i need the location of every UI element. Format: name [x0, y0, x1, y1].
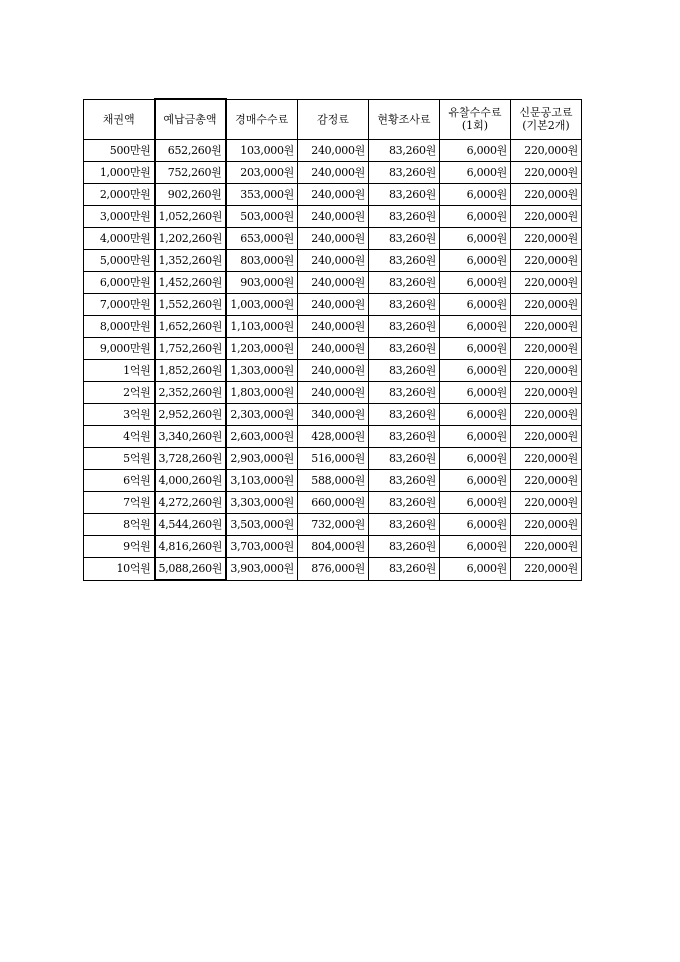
table-row	[84, 162, 582, 184]
table-row	[84, 470, 582, 492]
newspaper-fee-cell: 220,000원	[511, 382, 582, 404]
appraisal-fee-cell: 240,000원	[298, 382, 369, 404]
appraisal-fee-cell: 240,000원	[298, 250, 369, 272]
auction-fee-cell: 3,703,000원	[226, 536, 298, 558]
newspaper-fee-cell: 220,000원	[511, 162, 582, 184]
total-deposit-cell: 4,272,260원	[155, 492, 226, 514]
survey-fee-cell: 83,260원	[369, 382, 440, 404]
total-deposit-cell: 4,544,260원	[155, 514, 226, 536]
table-body	[84, 140, 582, 581]
auction-fee-cell: 3,903,000원	[226, 558, 298, 581]
table-row	[84, 250, 582, 272]
newspaper-fee-cell: 220,000원	[511, 404, 582, 426]
survey-fee-cell: 83,260원	[369, 470, 440, 492]
appraisal-fee-cell: 240,000원	[298, 360, 369, 382]
claim-amount-cell: 7,000만원	[84, 294, 155, 316]
survey-fee-cell: 83,260원	[369, 206, 440, 228]
header-newspaper-fee	[511, 99, 582, 140]
claim-amount-cell: 3,000만원	[84, 206, 155, 228]
auction-fee-cell: 353,000원	[226, 184, 298, 206]
newspaper-fee-cell: 220,000원	[511, 448, 582, 470]
total-deposit-cell: 4,000,260원	[155, 470, 226, 492]
total-deposit-cell: 2,352,260원	[155, 382, 226, 404]
auction-fee-cell: 3,303,000원	[226, 492, 298, 514]
header-label: 감정료	[317, 112, 349, 126]
auction-fee-cell: 803,000원	[226, 250, 298, 272]
appraisal-fee-cell: 732,000원	[298, 514, 369, 536]
claim-amount-cell: 5,000만원	[84, 250, 155, 272]
header-appraisal-fee	[298, 99, 369, 140]
newspaper-fee-cell: 220,000원	[511, 140, 582, 162]
total-deposit-cell: 1,202,260원	[155, 228, 226, 250]
newspaper-fee-cell: 220,000원	[511, 514, 582, 536]
header-label: 신문공고료	[519, 106, 573, 120]
auction-fee-cell: 103,000원	[226, 140, 298, 162]
failed-bid-fee-cell: 6,000원	[440, 184, 511, 206]
failed-bid-fee-cell: 6,000원	[440, 206, 511, 228]
survey-fee-cell: 83,260원	[369, 162, 440, 184]
appraisal-fee-cell: 660,000원	[298, 492, 369, 514]
newspaper-fee-cell: 220,000원	[511, 250, 582, 272]
failed-bid-fee-cell: 6,000원	[440, 514, 511, 536]
claim-amount-cell: 3억원	[84, 404, 155, 426]
table-row	[84, 514, 582, 536]
survey-fee-cell: 83,260원	[369, 184, 440, 206]
newspaper-fee-cell: 220,000원	[511, 360, 582, 382]
newspaper-fee-cell: 220,000원	[511, 558, 582, 581]
header-label: 현황조사료	[377, 112, 431, 126]
appraisal-fee-cell: 876,000원	[298, 558, 369, 581]
claim-amount-cell: 4,000만원	[84, 228, 155, 250]
survey-fee-cell: 83,260원	[369, 250, 440, 272]
newspaper-fee-cell: 220,000원	[511, 272, 582, 294]
table-row	[84, 206, 582, 228]
survey-fee-cell: 83,260원	[369, 228, 440, 250]
newspaper-fee-cell: 220,000원	[511, 492, 582, 514]
header-claim-amount	[84, 99, 155, 140]
table-row	[84, 360, 582, 382]
total-deposit-cell: 1,852,260원	[155, 360, 226, 382]
failed-bid-fee-cell: 6,000원	[440, 272, 511, 294]
claim-amount-cell: 6억원	[84, 470, 155, 492]
failed-bid-fee-cell: 6,000원	[440, 558, 511, 581]
failed-bid-fee-cell: 6,000원	[440, 404, 511, 426]
total-deposit-cell: 902,260원	[155, 184, 226, 206]
auction-fee-cell: 203,000원	[226, 162, 298, 184]
total-deposit-cell: 1,452,260원	[155, 272, 226, 294]
claim-amount-cell: 2억원	[84, 382, 155, 404]
failed-bid-fee-cell: 6,000원	[440, 426, 511, 448]
failed-bid-fee-cell: 6,000원	[440, 294, 511, 316]
failed-bid-fee-cell: 6,000원	[440, 382, 511, 404]
survey-fee-cell: 83,260원	[369, 338, 440, 360]
total-deposit-cell: 1,552,260원	[155, 294, 226, 316]
failed-bid-fee-cell: 6,000원	[440, 228, 511, 250]
total-deposit-cell: 4,816,260원	[155, 536, 226, 558]
claim-amount-cell: 500만원	[84, 140, 155, 162]
claim-amount-cell: 2,000만원	[84, 184, 155, 206]
newspaper-fee-cell: 220,000원	[511, 338, 582, 360]
table-row	[84, 448, 582, 470]
newspaper-fee-cell: 220,000원	[511, 228, 582, 250]
total-deposit-cell: 1,652,260원	[155, 316, 226, 338]
header-total-deposit	[155, 99, 226, 140]
auction-fee-cell: 1,203,000원	[226, 338, 298, 360]
newspaper-fee-cell: 220,000원	[511, 294, 582, 316]
newspaper-fee-cell: 220,000원	[511, 536, 582, 558]
auction-fee-cell: 653,000원	[226, 228, 298, 250]
claim-amount-cell: 1억원	[84, 360, 155, 382]
total-deposit-cell: 1,052,260원	[155, 206, 226, 228]
header-label: 경매수수료	[235, 112, 289, 126]
auction-fee-cell: 903,000원	[226, 272, 298, 294]
claim-amount-cell: 8,000만원	[84, 316, 155, 338]
auction-fee-cell: 1,303,000원	[226, 360, 298, 382]
appraisal-fee-cell: 240,000원	[298, 338, 369, 360]
header-row	[84, 99, 582, 140]
appraisal-fee-cell: 240,000원	[298, 140, 369, 162]
appraisal-fee-cell: 240,000원	[298, 184, 369, 206]
total-deposit-cell: 652,260원	[155, 140, 226, 162]
total-deposit-cell: 2,952,260원	[155, 404, 226, 426]
appraisal-fee-cell: 340,000원	[298, 404, 369, 426]
survey-fee-cell: 83,260원	[369, 514, 440, 536]
claim-amount-cell: 9,000만원	[84, 338, 155, 360]
total-deposit-cell: 3,340,260원	[155, 426, 226, 448]
total-deposit-cell: 5,088,260원	[155, 558, 226, 581]
header-label: 채권액	[102, 112, 135, 126]
header-survey-fee	[369, 99, 440, 140]
table-row	[84, 558, 582, 581]
table-row	[84, 492, 582, 514]
failed-bid-fee-cell: 6,000원	[440, 448, 511, 470]
newspaper-fee-cell: 220,000원	[511, 316, 582, 338]
table-row	[84, 426, 582, 448]
auction-fee-cell: 1,003,000원	[226, 294, 298, 316]
header-label: 유찰수수료	[448, 106, 502, 120]
table-row	[84, 294, 582, 316]
total-deposit-cell: 1,752,260원	[155, 338, 226, 360]
claim-amount-cell: 7억원	[84, 492, 155, 514]
claim-amount-cell: 5억원	[84, 448, 155, 470]
survey-fee-cell: 83,260원	[369, 536, 440, 558]
failed-bid-fee-cell: 6,000원	[440, 360, 511, 382]
survey-fee-cell: 83,260원	[369, 404, 440, 426]
header-label: (기본2개)	[522, 119, 570, 133]
auction-fee-cell: 2,903,000원	[226, 448, 298, 470]
auction-fee-cell: 503,000원	[226, 206, 298, 228]
failed-bid-fee-cell: 6,000원	[440, 536, 511, 558]
failed-bid-fee-cell: 6,000원	[440, 140, 511, 162]
auction-fee-cell: 1,103,000원	[226, 316, 298, 338]
appraisal-fee-cell: 428,000원	[298, 426, 369, 448]
table-row	[84, 316, 582, 338]
failed-bid-fee-cell: 6,000원	[440, 316, 511, 338]
newspaper-fee-cell: 220,000원	[511, 206, 582, 228]
appraisal-fee-cell: 240,000원	[298, 206, 369, 228]
table-row	[84, 536, 582, 558]
fee-table	[83, 98, 582, 581]
failed-bid-fee-cell: 6,000원	[440, 470, 511, 492]
header-label: 예납금총액	[163, 113, 217, 126]
total-deposit-cell: 1,352,260원	[155, 250, 226, 272]
header-label: (1회)	[461, 119, 489, 133]
table-row	[84, 228, 582, 250]
survey-fee-cell: 83,260원	[369, 360, 440, 382]
total-deposit-cell: 3,728,260원	[155, 448, 226, 470]
appraisal-fee-cell: 516,000원	[298, 448, 369, 470]
newspaper-fee-cell: 220,000원	[511, 470, 582, 492]
auction-fee-cell: 2,603,000원	[226, 426, 298, 448]
appraisal-fee-cell: 240,000원	[298, 272, 369, 294]
appraisal-fee-cell: 240,000원	[298, 228, 369, 250]
header-auction-fee	[226, 99, 298, 140]
appraisal-fee-cell: 588,000원	[298, 470, 369, 492]
auction-fee-cell: 1,803,000원	[226, 382, 298, 404]
appraisal-fee-cell: 804,000원	[298, 536, 369, 558]
survey-fee-cell: 83,260원	[369, 558, 440, 581]
survey-fee-cell: 83,260원	[369, 140, 440, 162]
appraisal-fee-cell: 240,000원	[298, 162, 369, 184]
total-deposit-cell: 752,260원	[155, 162, 226, 184]
header-failed-bid-fee	[440, 99, 511, 140]
failed-bid-fee-cell: 6,000원	[440, 250, 511, 272]
newspaper-fee-cell: 220,000원	[511, 426, 582, 448]
newspaper-fee-cell: 220,000원	[511, 184, 582, 206]
survey-fee-cell: 83,260원	[369, 272, 440, 294]
survey-fee-cell: 83,260원	[369, 492, 440, 514]
claim-amount-cell: 6,000만원	[84, 272, 155, 294]
auction-fee-cell: 2,303,000원	[226, 404, 298, 426]
survey-fee-cell: 83,260원	[369, 294, 440, 316]
appraisal-fee-cell: 240,000원	[298, 294, 369, 316]
survey-fee-cell: 83,260원	[369, 316, 440, 338]
table-row	[84, 140, 582, 162]
claim-amount-cell: 10억원	[84, 558, 155, 581]
failed-bid-fee-cell: 6,000원	[440, 338, 511, 360]
table-row	[84, 272, 582, 294]
table-row	[84, 382, 582, 404]
table-row	[84, 404, 582, 426]
auction-fee-cell: 3,103,000원	[226, 470, 298, 492]
table-row	[84, 184, 582, 206]
claim-amount-cell: 1,000만원	[84, 162, 155, 184]
claim-amount-cell: 4억원	[84, 426, 155, 448]
auction-fee-cell: 3,503,000원	[226, 514, 298, 536]
appraisal-fee-cell: 240,000원	[298, 316, 369, 338]
claim-amount-cell: 9억원	[84, 536, 155, 558]
failed-bid-fee-cell: 6,000원	[440, 162, 511, 184]
claim-amount-cell: 8억원	[84, 514, 155, 536]
survey-fee-cell: 83,260원	[369, 448, 440, 470]
table-row	[84, 338, 582, 360]
survey-fee-cell: 83,260원	[369, 426, 440, 448]
failed-bid-fee-cell: 6,000원	[440, 492, 511, 514]
